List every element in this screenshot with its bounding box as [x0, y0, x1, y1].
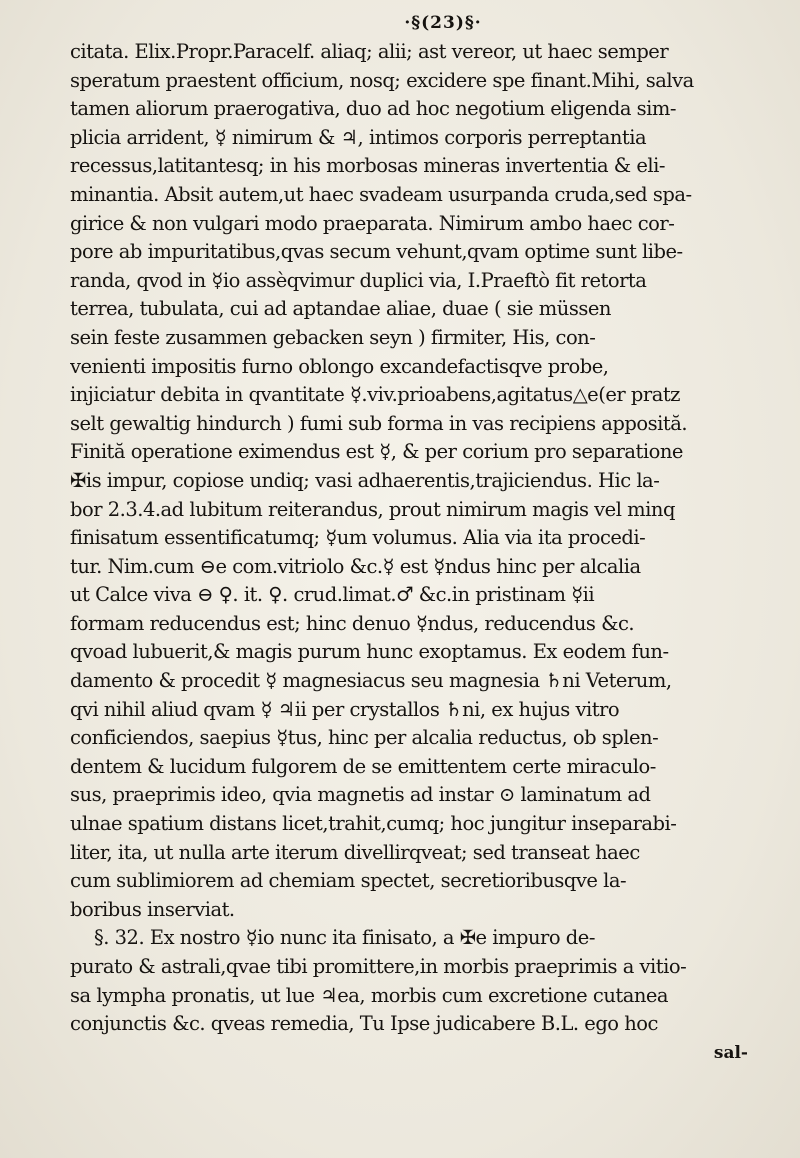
- paragraph-start-line: §. 32. Ex nostro ☿io nunc ita finisato, a ✠e impuro de-: [94, 926, 595, 950]
- text-line: conficiendos, saepius ☿tus, hinc per alcalia reductus, ob splen-: [70, 726, 659, 750]
- text-line: qvi nihil aliud qvam ☿ ♃ii per crystallos ♄ni, ex hujus vitro: [70, 697, 620, 721]
- text-line: ut Calce viva ⊖ ♀. it. ♀. crud.limat.♂ &c.in pristinam ☿ii: [70, 583, 595, 607]
- text-line: pore ab impuritatibus,qvas secum vehunt,qvam optime sunt libe-: [70, 240, 683, 264]
- text-line: cum sublimiorem ad chemiam spectet, secretioribusqve la-: [70, 869, 627, 893]
- text-line: minantia. Absit autem,ut haec svadeam usurpanda cruda,sed spa-: [70, 182, 692, 206]
- catchword: sal-: [713, 1042, 748, 1063]
- text-line: dentem & lucidum fulgorem de se emittentem certe miraculo-: [70, 754, 656, 778]
- text-line: formam reducendus est; hinc denuo ☿ndus, reducendus &c.: [70, 611, 635, 635]
- text-line: sa lympha pronatis, ut lue ♃ea, morbis cum excretione cutanea: [70, 983, 669, 1007]
- text-line: tamen aliorum praerogativa, duo ad hoc negotium eligenda sim-: [70, 97, 676, 121]
- text-line: bor 2.3.4.ad lubitum reiterandus, prout nimirum magis vel minq: [70, 497, 675, 521]
- text-line: girice & non vulgari modo praeparata. Nimirum ambo haec cor-: [70, 211, 675, 235]
- page-number-header: ·§(23)§·: [404, 13, 482, 33]
- text-line: damento & procedit ☿ magnesiacus seu magnesia ♄ni Veterum,: [70, 669, 672, 693]
- text-line: ulnae spatium distans licet,trahit,cumq; hoc jungitur inseparabi-: [70, 812, 677, 836]
- text-line: randa, qvod in ☿io assèqvimur duplici via, I.Praeftò fit retorta: [70, 268, 647, 292]
- text-line: sus, praeprimis ideo, qvia magnetis ad instar ⊙ laminatum ad: [70, 783, 651, 807]
- text-line: citata. Elix.Propr.Paracelf. aliaq; alii; ast vereor, ut haec semper: [70, 40, 669, 63]
- text-line: finisatum essentificatumq; ☿um volumus. Alia via ita procedi-: [70, 526, 646, 550]
- text-line: speratum praestent officium, nosq; excidere spe finant.Mihi, salva: [70, 68, 694, 92]
- text-line: sein feste zusammen gebacken seyn ) firmiter, His, con-: [70, 325, 596, 349]
- text-line: liter, ita, ut nulla arte iterum divellirqveat; sed transeat haec: [70, 840, 640, 864]
- text-line: terrea, tubulata, cui ad aptandae aliae, duae ( sie müssen: [70, 297, 611, 321]
- text-line: tur. Nim.cum ⊖e com.vitriolo &c.☿ est ☿ndus hinc per alcalia: [70, 554, 641, 578]
- text-line: selt gewaltig hindurch ) fumi sub forma in vas recipiens apposită.: [70, 411, 688, 435]
- text-line: injiciatur debita in qvantitate ☿.viv.prioabens,agitatus△e(er pratz: [70, 383, 680, 407]
- text-line: purato & astrali,qvae tibi promittere,in morbis praeprimis a vitio-: [70, 955, 687, 978]
- text-line: ✠is impur, copiose undiq; vasi adhaerentis,trajiciendus. Hic la-: [70, 468, 660, 492]
- text-line: boribus inserviat.: [70, 897, 235, 921]
- text-line: Finită operatione eximendus est ☿, & per corium pro separatione: [70, 440, 683, 464]
- text-line: plicia arrident, ☿ nimirum & ♃, intimos corporis perreptantia: [70, 125, 647, 149]
- text-line: conjunctis &c. qveas remedia, Tu Ipse judicabere B.L. ego hoc: [70, 1012, 658, 1036]
- body-text: [70, 38, 756, 1039]
- text-line: venienti impositis furno oblongo excandefactisqve probe,: [70, 354, 609, 378]
- text-line: recessus,latitantesq; in his morbosas mineras invertentia & eli-: [70, 154, 665, 178]
- text-line: qvoad lubuerit,& magis purum hunc exoptamus. Ex eodem fun-: [70, 640, 669, 664]
